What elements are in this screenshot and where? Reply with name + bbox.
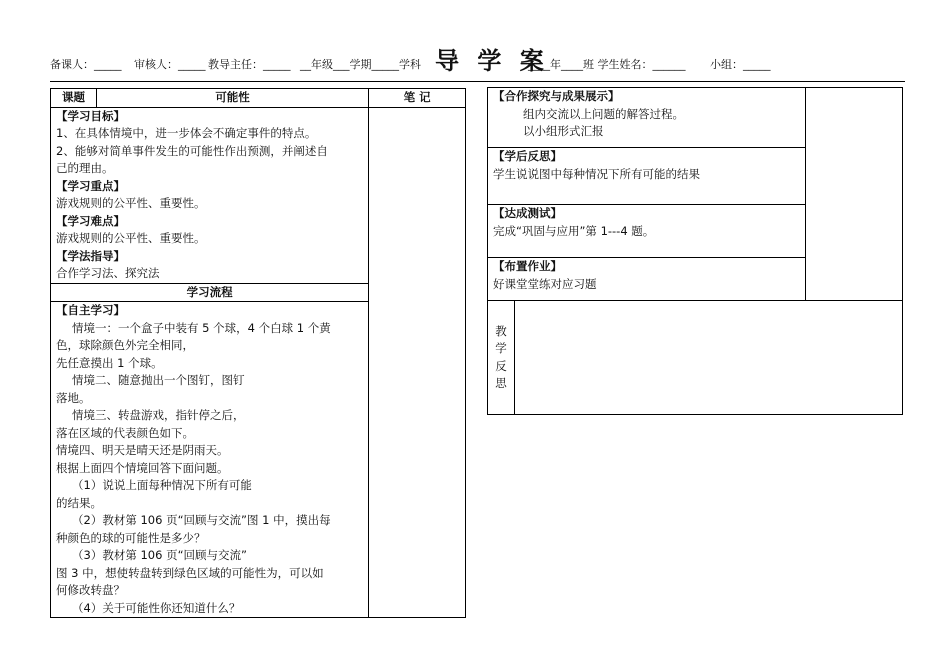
right-table [487,87,903,415]
reflect-section [488,148,806,205]
self-study-heading: 【自主学习】 [56,303,125,317]
teaching-reflection-label [488,301,515,415]
self-study-line: 情境一：一个盒子中装有 5 个球，4 个白球 1 个黄 [72,320,331,335]
test-section [488,205,806,258]
test-text: 完成“巩固与应用”第 1---4 题。 [493,223,655,238]
date-class-student: ____年____班 学生姓名：______ [528,58,686,71]
reflect-text: 学生说说图中每种情况下所有可能的结果 [493,166,700,181]
self-study-line: 落地。 [56,390,91,405]
right-notes-column [806,88,903,301]
goal-line: 2、能够对简单事件发生的可能性作出预测，并阐述自 [56,143,328,158]
document-header [50,46,905,78]
reflect-heading: 【学后反思】 [493,149,562,163]
difficulty-text: 游戏规则的公平性、重要性。 [56,231,206,245]
flow-heading: 学习流程 [51,283,369,302]
key-heading: 【学习重点】 [56,178,125,193]
notes-column [369,107,466,618]
label-char: 思 [495,376,507,390]
reviewer: 审核人：_____ [134,58,206,71]
coop-section [488,88,806,148]
self-study-line: （2）教材第 106 页“回顾与交流”图 1 中，摸出每 [72,513,331,527]
self-study-line: 情境二、随意抛出一个图钉，图钉 [72,373,245,387]
self-study-line: 的结果。 [56,495,102,510]
self-study-line: 种颜色的球的可能性是多少？ [56,530,206,545]
coop-heading: 【合作探究与成果展示】 [493,89,620,103]
grade-semester: __年级___学期_____学科 [300,58,421,71]
homework-heading: 【布置作业】 [493,259,562,273]
label-char: 教 [495,323,507,338]
self-study-line: 图 3 中，想使转盘转到绿色区域的可能性为，可以如 [56,565,324,580]
self-study-line: 落在区域的代表颜色如下。 [56,425,194,440]
self-study-section [51,302,369,618]
self-study-line: 情境三、转盘游戏，指针停之后， [72,408,245,422]
topic-value: 可能性 [96,89,368,108]
homework-text: 好课堂堂练对应习题 [493,276,597,291]
study-info [51,107,369,283]
teaching-reflection-area [514,301,902,415]
difficulty-heading: 【学习难点】 [56,213,125,228]
key-text: 游戏规则的公平性、重要性。 [56,196,206,210]
label-char: 学 [495,341,507,355]
label-char: 反 [495,358,507,373]
topic-label: 课题 [51,89,97,108]
test-heading: 【达成测试】 [493,206,562,220]
self-study-line: （4）关于可能性你还知道什么？ [72,600,241,615]
self-study-line: 先任意摸出 1 个球。 [56,355,163,370]
self-study-line: 情境四、明天是晴天还是阴雨天。 [56,443,229,457]
notes-label: 笔 记 [369,89,466,108]
homework-section [488,258,806,301]
self-study-line: 根据上面四个情境回答下面问题。 [56,460,229,475]
self-study-line: （3）教材第 106 页“回顾与交流” [72,548,247,562]
group-field: 小组：_____ [710,58,771,71]
prepared-by: 备课人：_____ [50,58,122,71]
goals-heading: 【学习目标】 [56,108,125,123]
self-study-line: 何修改转盘？ [56,583,125,597]
document-title: 导 学 案 [435,47,549,75]
header-rule [50,81,905,82]
goal-line: 己的理由。 [56,161,114,175]
director: 教导主任：_____ [208,58,291,71]
coop-line: 组内交流以上问题的解答过程。 [523,106,684,121]
goal-line: 1、在具体情境中，进一步体会不确定事件的特点。 [56,126,317,140]
method-heading: 【学法指导】 [56,248,125,263]
self-study-line: 色，球除颜色外完全相同， [56,338,194,352]
coop-line: 以小组形式汇报 [523,124,604,138]
self-study-line: （1）说说上面每种情况下所有可能 [72,478,252,492]
left-table [50,88,466,618]
method-text: 合作学习法、探究法 [56,266,160,280]
